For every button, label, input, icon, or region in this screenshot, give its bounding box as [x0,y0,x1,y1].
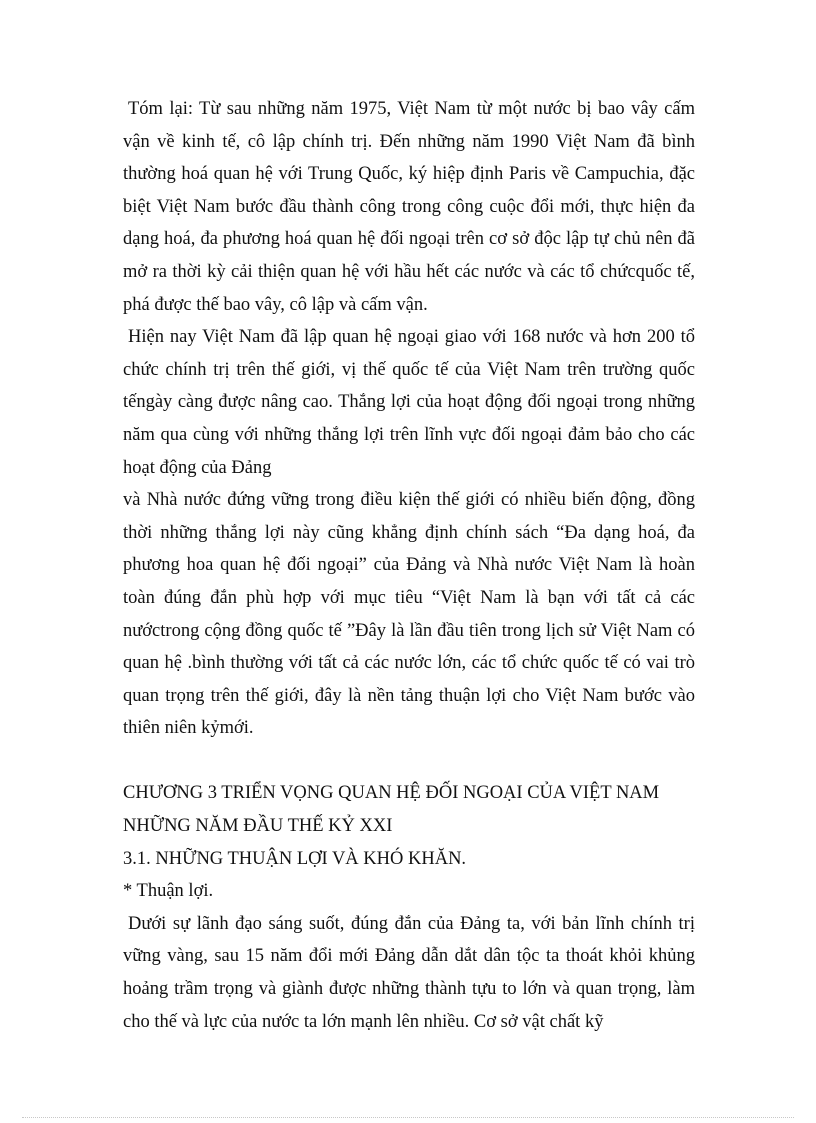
document-body [123,93,695,1038]
paragraph-policy-success: và Nhà nước đứng vững trong điều kiện thế giới có nhiều biến động, đồng thời những thắng lợi này cũng khẳng định chính sách “Đa dạng hoá, đa phương hoa quan hệ đối ngoại” của Đảng và Nhà nước Việt Nam là hoàn toàn đúng đắn phù hợp với mục tiêu “Việt Nam là bạn với tất cả các nướctrong cộng đồng quốc tế ”Đây là lần đầu tiên trong lịch sử Việt Nam có quan hệ .bình thường với tất cả các nước lớn, các tổ chức quốc tế có vai trò quan trọng trên thế giới, đây là nền tảng thuận lợi cho Việt Nam bước vào thiên niên kỷmới. [123,490,695,739]
section-heading: 3.1. NHỮNG THUẬN LỢI VÀ KHÓ KHĂN. [123,848,467,869]
subsection-heading: * Thuận lợi. [123,881,214,902]
paragraph-advantages: Dưới sự lãnh đạo sáng suốt, đúng đắn của Đảng ta, với bản lĩnh chính trị vững vàng, sau 15 năm đổi mới Đảng dẫn dắt dân tộc ta thoát khỏi khủng hoảng trầm trọng và giành được những thành tựu to lớn và quan trọng, làm cho thế và lực của nước ta lớn mạnh lên nhiều. Cơ sở vật chất kỹ [123,913,695,1032]
paragraph-spacer [123,745,695,778]
chapter-heading-line2: NHỮNG NĂM ĐẦU THẾ KỶ XXI [123,816,393,837]
page-bottom-divider [22,1117,794,1118]
paragraph-diplomatic-relations: Hiện nay Việt Nam đã lập quan hệ ngoại giao với 168 nước và hơn 200 tổ chức chính trị trên thế giới, vị thế quốc tế của Việt Nam trên trường quốc tếngày càng được nâng cao. Thắng lợi của hoạt động đối ngoại trong những năm qua cùng với những thắng lợi trên lĩnh vực đối ngoại đảm bảo cho các hoạt động của Đảng [123,327,695,478]
paragraph-summary: Tóm lại: Từ sau những năm 1975, Việt Nam từ một nước bị bao vây cấm vận về kinh tế, cô lập chính trị. Đến những năm 1990 Việt Nam đã bình thường hoá quan hệ với Trung Quốc, ký hiệp định Paris về Campuchia, đặc biệt Việt Nam bước đầu thành công trong công cuộc đổi mới, thực hiện đa dạng hoá, đa phương hoá quan hệ đối ngoại trên cơ sở độc lập tự chủ nên đã mở ra thời kỳ cải thiện quan hệ với hầu hết các nước và các tổ chứcquốc tế, phá được thế bao vây, cô lập và cấm vận. [123,99,695,315]
chapter-heading-line1: CHƯƠNG 3 TRIỂN VỌNG QUAN HỆ ĐỐI NGOẠI CỦA VIỆT NAM [123,783,660,804]
